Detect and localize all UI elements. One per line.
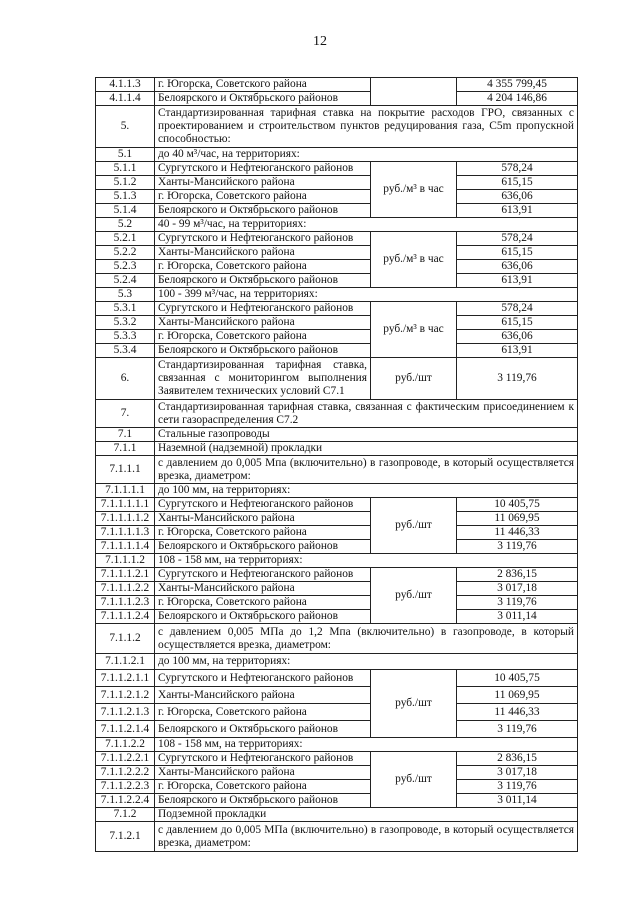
row-text: Сургутского и Нефтеюганского районов	[155, 670, 371, 687]
row-number: 5.2	[96, 218, 155, 232]
row-number: 7.1.1.2.1.3	[96, 704, 155, 721]
row-number: 5.2.3	[96, 260, 155, 274]
table-row	[96, 738, 578, 752]
row-text: Сургутского и Нефтеюганского районов	[155, 568, 371, 582]
table-row	[96, 92, 578, 106]
row-number: 7.1.1.1.2	[96, 554, 155, 568]
row-text: г. Югорска, Советского района	[155, 78, 371, 92]
unit-cell: руб./шт	[371, 752, 457, 808]
row-value: 578,24	[457, 232, 578, 246]
row-text: Ханты-Мансийского района	[155, 512, 371, 526]
row-text: Наземной (надземной) прокладки	[155, 442, 578, 456]
table-row	[96, 808, 578, 822]
row-number: 5.1	[96, 148, 155, 162]
row-text: с давлением до 0,005 МПа (включительно) в газопроводе, в который осуществляется врезка, диаметром:	[155, 822, 578, 852]
tariff-table	[95, 77, 578, 852]
row-value: 613,91	[457, 274, 578, 288]
row-number: 7.1.1.1.1	[96, 484, 155, 498]
row-text: г. Югорска, Советского района	[155, 190, 371, 204]
row-number: 7.1.1.2.2	[96, 738, 155, 752]
row-text: г. Югорска, Советского района	[155, 526, 371, 540]
row-value: 3 119,76	[457, 358, 578, 400]
row-text: Сургутского и Нефтеюганского районов	[155, 232, 371, 246]
table-row	[96, 260, 578, 274]
row-number: 7.1.1.1.1.3	[96, 526, 155, 540]
row-text: 100 - 399 м³/час, на территориях:	[155, 288, 578, 302]
table-row	[96, 484, 578, 498]
row-text: Белоярского и Октябрьского районов	[155, 721, 371, 738]
unit-cell: руб./м³ в час	[371, 162, 457, 218]
row-number: 5.1.1	[96, 162, 155, 176]
unit-cell: руб./м³ в час	[371, 302, 457, 358]
row-number: 7.1.1.1	[96, 456, 155, 484]
table-row	[96, 456, 578, 484]
row-number: 5.2.1	[96, 232, 155, 246]
unit-cell: руб./шт	[371, 498, 457, 554]
row-number: 7.1.1.2.2.3	[96, 780, 155, 794]
row-text: Белоярского и Октябрьского районов	[155, 610, 371, 624]
row-value: 3 119,76	[457, 596, 578, 610]
row-text: г. Югорска, Советского района	[155, 260, 371, 274]
table-row	[96, 526, 578, 540]
row-number: 7.1.1	[96, 442, 155, 456]
row-text: до 100 мм, на территориях:	[155, 654, 578, 670]
row-number: 7.1.1.2.2.4	[96, 794, 155, 808]
row-value: 3 011,14	[457, 610, 578, 624]
table-row	[96, 218, 578, 232]
table-row	[96, 780, 578, 794]
row-text: Стальные газопроводы	[155, 428, 578, 442]
table-row	[96, 190, 578, 204]
row-value: 3 017,18	[457, 766, 578, 780]
row-number: 7.1.1.2.1	[96, 654, 155, 670]
table-row	[96, 568, 578, 582]
row-number: 7.1.1.1.2.2	[96, 582, 155, 596]
row-text: Стандартизированная тарифная ставка, связанная с мониторингом выполнения Заявителем технических условий С7.1	[155, 358, 371, 400]
row-text: Белоярского и Октябрьского районов	[155, 540, 371, 554]
row-text: Ханты-Мансийского района	[155, 316, 371, 330]
row-value: 11 069,95	[457, 512, 578, 526]
table-row	[96, 428, 578, 442]
row-text: с давлением 0,005 МПа до 1,2 Мпа (включительно) в газопроводе, в который осуществляется врезка, диаметром:	[155, 624, 578, 654]
row-value: 613,91	[457, 344, 578, 358]
row-number: 5.3.3	[96, 330, 155, 344]
row-text: Стандартизированная тарифная ставка на покрытие расходов ГРО, связанных с проектированием и строительством пунктов редуцирования газа, С5m пропускной способностью:	[155, 106, 578, 148]
row-text: до 100 мм, на территориях:	[155, 484, 578, 498]
table-row	[96, 358, 578, 400]
table-row	[96, 176, 578, 190]
table-row	[96, 344, 578, 358]
row-text: Белоярского и Октябрьского районов	[155, 274, 371, 288]
row-value: 636,06	[457, 330, 578, 344]
row-text: Сургутского и Нефтеюганского районов	[155, 498, 371, 512]
row-text: Белоярского и Октябрьского районов	[155, 344, 371, 358]
row-number: 5.3	[96, 288, 155, 302]
page-number: 12	[313, 34, 327, 49]
row-number: 4.1.1.3	[96, 78, 155, 92]
row-text: Стандартизированная тарифная ставка, связанная с фактическим присоединением к сети газораспределения С7.2	[155, 400, 578, 428]
row-value: 11 446,33	[457, 704, 578, 721]
row-text: Белоярского и Октябрьского районов	[155, 204, 371, 218]
table-row	[96, 670, 578, 687]
table-row	[96, 232, 578, 246]
row-value: 2 836,15	[457, 568, 578, 582]
table-row	[96, 302, 578, 316]
row-text: Ханты-Мансийского района	[155, 687, 371, 704]
table-row	[96, 540, 578, 554]
unit-cell	[371, 78, 457, 106]
row-value: 4 355 799,45	[457, 78, 578, 92]
table-row	[96, 288, 578, 302]
row-value: 3 017,18	[457, 582, 578, 596]
row-text: до 40 м³/час, на территориях:	[155, 148, 578, 162]
row-number: 7.1	[96, 428, 155, 442]
row-number: 7.1.1.2.1.1	[96, 670, 155, 687]
row-text: Подземной прокладки	[155, 808, 578, 822]
table-row	[96, 721, 578, 738]
row-number: 7.1.1.1.1.4	[96, 540, 155, 554]
row-number: 7.1.1.2	[96, 624, 155, 654]
row-value: 10 405,75	[457, 670, 578, 687]
row-number: 5.3.1	[96, 302, 155, 316]
table-row	[96, 148, 578, 162]
row-value: 2 836,15	[457, 752, 578, 766]
table-row	[96, 512, 578, 526]
row-number: 5.2.4	[96, 274, 155, 288]
row-text: Ханты-Мансийского района	[155, 582, 371, 596]
row-value: 615,15	[457, 176, 578, 190]
table-row	[96, 78, 578, 92]
row-value: 615,15	[457, 246, 578, 260]
row-value: 636,06	[457, 190, 578, 204]
row-value: 3 119,76	[457, 721, 578, 738]
table-row	[96, 596, 578, 610]
unit-cell: руб./шт	[371, 670, 457, 738]
table-row	[96, 246, 578, 260]
table-row	[96, 274, 578, 288]
row-text: Белоярского и Октябрьского районов	[155, 794, 371, 808]
row-text: Сургутского и Нефтеюганского районов	[155, 752, 371, 766]
row-number: 7.1.1.1.2.3	[96, 596, 155, 610]
unit-cell: руб./шт	[371, 568, 457, 624]
row-value: 11 446,33	[457, 526, 578, 540]
row-number: 5.1.2	[96, 176, 155, 190]
row-text: г. Югорска, Советского района	[155, 780, 371, 794]
row-text: с давлением до 0,005 Мпа (включительно) в газопроводе, в который осуществляется врезка, диаметром:	[155, 456, 578, 484]
row-number: 7.1.1.1.1.2	[96, 512, 155, 526]
table-row	[96, 498, 578, 512]
row-text: 108 - 158 мм, на территориях:	[155, 738, 578, 752]
table-row	[96, 704, 578, 721]
row-number: 5.3.2	[96, 316, 155, 330]
table-row	[96, 794, 578, 808]
row-text: Сургутского и Нефтеюганского районов	[155, 302, 371, 316]
row-text: г. Югорска, Советского района	[155, 596, 371, 610]
row-value: 578,24	[457, 302, 578, 316]
row-number: 7.1.2.1	[96, 822, 155, 852]
row-number: 7.	[96, 400, 155, 428]
row-number: 7.1.1.1.1.1	[96, 498, 155, 512]
row-number: 5.3.4	[96, 344, 155, 358]
row-text: 40 - 99 м³/час, на территориях:	[155, 218, 578, 232]
row-value: 613,91	[457, 204, 578, 218]
row-number: 7.1.1.2.1.2	[96, 687, 155, 704]
row-number: 5.2.2	[96, 246, 155, 260]
table-row	[96, 752, 578, 766]
row-number: 7.1.1.1.2.1	[96, 568, 155, 582]
row-number: 4.1.1.4	[96, 92, 155, 106]
table-row	[96, 162, 578, 176]
table-row	[96, 654, 578, 670]
row-number: 7.1.1.2.1.4	[96, 721, 155, 738]
table-row	[96, 610, 578, 624]
row-value: 3 119,76	[457, 540, 578, 554]
row-text: Ханты-Мансийского района	[155, 246, 371, 260]
row-text: г. Югорска, Советского района	[155, 704, 371, 721]
row-value: 4 204 146,86	[457, 92, 578, 106]
row-number: 5.1.4	[96, 204, 155, 218]
table-row	[96, 687, 578, 704]
row-text: 108 - 158 мм, на территориях:	[155, 554, 578, 568]
unit-cell: руб./шт	[371, 358, 457, 400]
row-number: 7.1.1.2.2.2	[96, 766, 155, 780]
row-value: 10 405,75	[457, 498, 578, 512]
unit-cell: руб./м³ в час	[371, 232, 457, 288]
row-value: 11 069,95	[457, 687, 578, 704]
table-row	[96, 204, 578, 218]
table-row	[96, 822, 578, 852]
table-row	[96, 316, 578, 330]
table-row	[96, 442, 578, 456]
table-row	[96, 582, 578, 596]
row-number: 7.1.2	[96, 808, 155, 822]
row-text: г. Югорска, Советского района	[155, 330, 371, 344]
row-value: 636,06	[457, 260, 578, 274]
row-text: Ханты-Мансийского района	[155, 176, 371, 190]
row-value: 578,24	[457, 162, 578, 176]
table-row	[96, 766, 578, 780]
table-row	[96, 554, 578, 568]
row-number: 7.1.1.2.2.1	[96, 752, 155, 766]
row-value: 615,15	[457, 316, 578, 330]
row-number: 7.1.1.1.2.4	[96, 610, 155, 624]
row-text: Сургутского и Нефтеюганского районов	[155, 162, 371, 176]
row-number: 6.	[96, 358, 155, 400]
row-value: 3 119,76	[457, 780, 578, 794]
table-row	[96, 400, 578, 428]
row-text: Ханты-Мансийского района	[155, 766, 371, 780]
table-row	[96, 106, 578, 148]
row-number: 5.1.3	[96, 190, 155, 204]
row-text: Белоярского и Октябрьского районов	[155, 92, 371, 106]
row-number: 5.	[96, 106, 155, 148]
table-row	[96, 624, 578, 654]
row-value: 3 011,14	[457, 794, 578, 808]
table-row	[96, 330, 578, 344]
